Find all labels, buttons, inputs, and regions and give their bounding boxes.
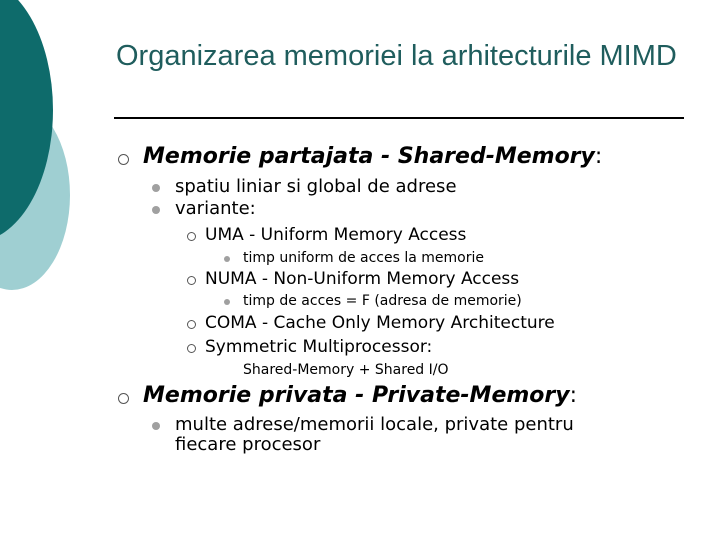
bullet-private-detail-line2: fiecare procesor (175, 434, 321, 455)
bullet-dot-icon (152, 422, 160, 430)
bullet-ring-icon (187, 320, 196, 329)
bullet-numa-detail: timp de acces = F (adresa de memorie) (243, 293, 522, 309)
bullet-spatiu: spatiu liniar si global de adrese (175, 176, 457, 197)
bullet-dot-icon (224, 299, 230, 305)
bullet-smp: Symmetric Multiprocessor: (205, 337, 433, 357)
bullet-ring-icon (187, 232, 196, 241)
bullet-dot-icon (152, 206, 160, 214)
slide-title: Organizarea memoriei la arhitecturile MIMD (116, 40, 677, 72)
shared-memory-heading: Memorie partajata - Shared-Memory (143, 144, 595, 169)
bullet-private-memory (143, 383, 577, 408)
bullet-ring-icon (187, 344, 196, 353)
bullet-dot-icon (224, 256, 230, 262)
bullet-dot-icon (152, 184, 160, 192)
bullet-ring-icon (187, 276, 196, 285)
bullet-coma: COMA - Cache Only Memory Architecture (205, 313, 555, 333)
bullet-smp-detail: Shared-Memory + Shared I/O (243, 362, 449, 378)
bullet-private-detail-line1: multe adrese/memorii locale, private pentru (175, 414, 574, 435)
bullet-ring-icon (118, 393, 129, 404)
bullet-variante: variante: (175, 198, 256, 219)
bullet-uma-detail: timp uniform de acces la memorie (243, 250, 484, 266)
bullet-shared-memory (143, 144, 602, 169)
bullet-ring-icon (118, 154, 129, 165)
bullet-uma: UMA - Uniform Memory Access (205, 225, 467, 245)
title-divider (114, 117, 684, 119)
private-memory-heading: Memorie privata - Private-Memory (143, 383, 570, 408)
shared-memory-colon: : (594, 144, 603, 169)
private-memory-colon: : (569, 383, 578, 408)
bullet-numa: NUMA - Non-Uniform Memory Access (205, 269, 520, 289)
